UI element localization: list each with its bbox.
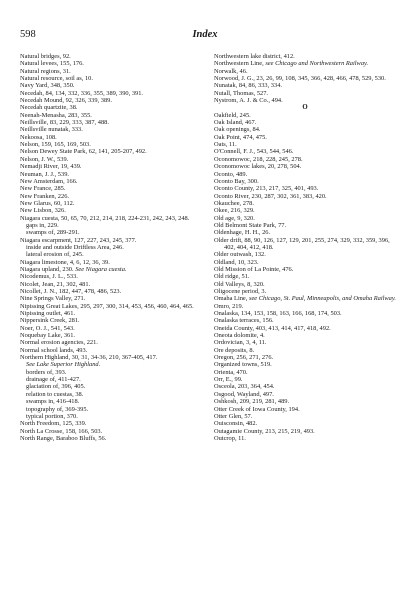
index-entry-text: Northern Highland, 30, 31, 34-36, 210, 367-405, 417. — [20, 354, 158, 362]
index-column-left — [20, 53, 200, 442]
index-entry-text: glaciation of, 396, 405. — [26, 383, 86, 391]
index-entry-text: drainage of, 411-427. — [26, 376, 81, 384]
index-subentry — [20, 383, 200, 390]
index-entry — [20, 354, 200, 361]
index-entry-text: Older drift, 88, 90, 126, 127, 129, 201, 255, 274, 329, 332, 359, 396, 402, 404, 412, 418. — [214, 236, 390, 251]
index-entry-text: Oligocene period, 3. — [214, 288, 267, 295]
index-entry — [214, 251, 396, 258]
index-entry-text: Otter Creek of Iowa County, 194. — [214, 405, 300, 413]
index-entry-text: Oconto County, 213, 217, 325, 401, 493. — [214, 185, 319, 193]
index-entry-text: Outcrop, 11. — [214, 434, 246, 442]
index-entry-text: Oakfield, 245. — [214, 111, 251, 119]
index-entry — [214, 317, 396, 324]
index-entry-text: Oconomowoc lakes, 20, 278, 504. — [214, 163, 302, 171]
index-entry-text: Nicollet, J. N., 182, 447, 478, 486, 523. — [20, 288, 122, 295]
index-entry — [214, 126, 396, 133]
index-entry-text: Nelson Dewey State Park, 62, 141, 205-207, 492. — [20, 148, 147, 156]
index-entry — [20, 156, 200, 163]
index-entry-text: New France, 285. — [20, 185, 66, 193]
index-entry-text: Necedah, 84, 134, 332, 336, 355, 389, 390, 391. — [20, 89, 144, 97]
index-entry-text: Orienta, 470. — [214, 368, 248, 376]
index-entry-text: North Freedom, 125, 339. — [20, 420, 87, 428]
index-entry-text: Natural bridges, 92. — [20, 53, 71, 60]
index-entry-text: swamps in, 416-418. — [26, 398, 80, 406]
index-entry — [214, 237, 396, 252]
index-entry-text: Oak openings, 84. — [214, 126, 261, 134]
index-subentry — [20, 369, 200, 376]
index-entry — [214, 119, 396, 126]
index-entry — [214, 295, 396, 302]
index-entry-text: Old Valleys, 8, 320. — [214, 280, 265, 288]
index-entry — [20, 193, 200, 200]
index-entry-text: Ore deposits, 8. — [214, 346, 255, 354]
index-entry — [20, 134, 200, 141]
index-entry-text: Oats, 11. — [214, 141, 237, 149]
index-entry — [214, 310, 396, 317]
index-entry — [214, 435, 396, 442]
index-entry — [20, 339, 200, 346]
index-entry-text: Necedah quartzite, 38. — [20, 104, 78, 112]
index-entry-text: Oldland, 10, 323. — [214, 258, 259, 266]
index-entry-text: relation to cuestas, 38. — [26, 390, 84, 398]
page-number: 598 — [20, 29, 36, 40]
index-entry — [20, 126, 200, 133]
index-entry — [214, 229, 396, 236]
index-subentry — [20, 398, 200, 405]
cross-reference: see Chicago and Northwestern Railway. — [265, 60, 369, 68]
index-entry — [20, 207, 200, 214]
index-entry-text: Oshkosh, 209, 219, 281, 489. — [214, 398, 290, 406]
index-entry — [214, 288, 396, 295]
index-entry — [214, 428, 396, 435]
index-entry — [20, 200, 200, 207]
index-entry — [214, 259, 396, 266]
index-entry — [214, 354, 396, 361]
index-entry — [214, 207, 396, 214]
index-entry-text: Oregon, 256, 271, 276. — [214, 354, 274, 362]
index-entry — [214, 171, 396, 178]
index-entry-text: Ouisconsin, 482. — [214, 420, 258, 428]
index-entry-text: lateral erosion of, 245. — [26, 251, 84, 259]
index-entry — [20, 75, 200, 82]
index-entry — [214, 82, 396, 89]
index-entry — [214, 361, 396, 368]
index-entry — [20, 303, 200, 310]
index-entry-text: Orr, E., 99. — [214, 376, 243, 384]
index-entry — [214, 222, 396, 229]
index-entry-text: Navy Yard, 348, 350. — [20, 82, 75, 90]
index-entry-text: Older outwash, 132. — [214, 251, 266, 259]
index-entry — [20, 215, 200, 222]
index-entry — [20, 82, 200, 89]
index-entry — [20, 273, 200, 280]
index-entry — [20, 332, 200, 339]
index-entry — [214, 148, 396, 155]
index-entry — [214, 391, 396, 398]
index-entry — [214, 90, 396, 97]
index-entry-text: gaps in, 229. — [26, 221, 59, 229]
index-entry-text: Oneida County, 403, 413, 414, 417, 418, 492. — [214, 324, 331, 332]
index-entry-text: Natural resource, soil as, 10. — [20, 75, 93, 83]
index-entry — [20, 435, 200, 442]
index-entry-text: Oldenhage, H. H., 26. — [214, 229, 271, 237]
index-entry — [214, 398, 396, 405]
index-entry-text: Noer, O. J., 541, 543. — [20, 324, 75, 332]
index-letter-heading: O — [302, 104, 308, 112]
index-entry-text: Oconto, 489. — [214, 170, 248, 178]
index-entry-text: Old Belmont State Park, 77. — [214, 221, 287, 229]
index-entry — [214, 339, 396, 346]
index-entry — [214, 200, 396, 207]
index-entry-text: typical portion, 370. — [26, 412, 78, 420]
index-entry-text: Niagara limestone, 4, 6, 12, 36, 39. — [20, 258, 110, 266]
index-entry-text: Nine Springs Valley, 271. — [20, 295, 86, 303]
index-entry-text: North Range, Baraboo Bluffs, 56. — [20, 434, 107, 442]
index-entry-text: Okee, 216, 329. — [214, 207, 255, 215]
index-entry-text: Old Mission of La Pointe, 476. — [214, 265, 294, 273]
index-entry — [214, 266, 396, 273]
index-entry — [214, 332, 396, 339]
index-entry-text: Nelson, J. W., 539. — [20, 155, 69, 163]
index-entry-text: Onalaska, 134, 153, 158, 163, 166, 168, 174, 503. — [214, 310, 342, 318]
index-entry-text: O'Connell, F. J., 543, 544, 546. — [214, 148, 294, 156]
index-entry — [214, 215, 396, 222]
index-entry-text: Neillsville, 83, 229, 333, 387, 488. — [20, 119, 109, 127]
index-subentry — [20, 413, 200, 420]
index-entry — [20, 295, 200, 302]
index-entry — [20, 60, 200, 67]
index-entry — [20, 178, 200, 185]
index-entry — [20, 90, 200, 97]
index-subentry — [20, 406, 200, 413]
index-entry-text: Niagara escarpment, 127, 227, 243, 245, 377. — [20, 236, 137, 244]
index-subentry — [20, 251, 200, 258]
index-entry — [20, 68, 200, 75]
index-entry — [20, 163, 200, 170]
index-entry — [20, 317, 200, 324]
index-entry — [214, 112, 396, 119]
index-entry-text: New Glarus, 60, 112. — [20, 199, 75, 207]
index-entry-text: Old age, 9, 320. — [214, 214, 255, 222]
index-entry — [214, 325, 396, 332]
index-entry-text: Oconto Bay, 300. — [214, 177, 259, 185]
index-entry — [214, 376, 396, 383]
index-entry-text: Organized towns, 519. — [214, 361, 272, 369]
index-entry-text: Ordovician, 3, 4, 11. — [214, 339, 267, 347]
index-entry-text: Nunatak, 84, 86, 333, 334. — [214, 82, 282, 90]
index-entry-text: Omaha Line, — [214, 295, 248, 303]
index-entry-text: Natural levees, 155, 176. — [20, 60, 84, 68]
index-entry — [20, 281, 200, 288]
index-entry-text: Nekoosa, 108. — [20, 133, 57, 141]
cross-reference: See Lake Superior Highland. — [26, 361, 101, 369]
index-entry-text: Neuman, J. J., 539. — [20, 170, 69, 178]
index-entry-text: Necedah Mound, 92, 326, 339, 389. — [20, 97, 112, 105]
index-entry — [20, 112, 200, 119]
index-entry-text: Oak Point, 474, 475. — [214, 133, 267, 141]
index-entry-text: Okauchee, 278. — [214, 199, 254, 207]
index-entry — [20, 266, 200, 273]
index-entry — [214, 178, 396, 185]
index-entry-text: Norwalk, 46. — [214, 67, 248, 75]
index-entry-text: Old ridge, 51. — [214, 273, 250, 281]
index-entry — [214, 141, 396, 148]
index-entry — [20, 171, 200, 178]
index-entry-text: Norwood, J. G., 23, 26, 99, 108, 345, 366, 428, 466, 478, 529, 530. — [214, 75, 386, 83]
index-entry-text: Nipissing Great Lakes, 295, 297, 300, 314, 453, 456, 460, 464, 465. — [20, 302, 194, 310]
index-entry-text: Oak Island, 467. — [214, 119, 257, 127]
index-entry-text: Nemadji River, 19, 439. — [20, 163, 82, 171]
index-subentry — [20, 391, 200, 398]
index-entry — [214, 406, 396, 413]
index-entry-text: New Franken, 226. — [20, 192, 69, 200]
index-entry — [20, 310, 200, 317]
cross-reference: see Chicago, St. Paul, Minneapolis, and Omaha Railway. — [248, 295, 396, 303]
index-entry-text: Oconomowoc, 218, 228, 245, 278. — [214, 155, 303, 163]
index-entry-text: inside and outside Driftless Area, 246. — [26, 243, 124, 251]
index-entry-text: Neillsville nunatak, 333. — [20, 126, 83, 134]
index-subentry — [20, 376, 200, 383]
index-entry — [20, 288, 200, 295]
index-entry-text: Nicolet, Jean, 21, 302, 481. — [20, 280, 91, 288]
index-entry-text: Oneota dolomite, 4. — [214, 332, 265, 340]
index-entry-text: topography of, 369-395. — [26, 405, 89, 413]
index-entry-text: Outagamie County, 213, 215, 219, 493. — [214, 427, 315, 435]
index-entry — [214, 273, 396, 280]
index-entry-text: Normal erosion agencies, 221. — [20, 339, 98, 347]
index-entry — [20, 237, 200, 244]
index-entry — [214, 60, 396, 67]
index-entry-text: Osgood, Wayland, 497. — [214, 390, 274, 398]
index-subentry — [20, 222, 200, 229]
index-entry — [214, 134, 396, 141]
index-entry-text: Niagara cuesta, 50, 65, 70, 212, 214, 218, 224-231, 242, 243, 248. — [20, 214, 190, 222]
index-entry — [214, 156, 396, 163]
index-entry-text: Natural regions, 31. — [20, 67, 71, 75]
index-entry — [20, 119, 200, 126]
index-entry-text: Northwestern lake district, 412. — [214, 53, 295, 60]
index-entry-text: Normal school lands, 493. — [20, 346, 88, 354]
index-entry — [20, 104, 200, 111]
index-entry-text: Otter Glen, 57. — [214, 412, 253, 420]
index-entry-text: swamps of, 289-291. — [26, 229, 80, 237]
index-entry — [20, 97, 200, 104]
index-entry — [214, 185, 396, 192]
index-entry-text: Northwestern Line, — [214, 60, 264, 68]
index-entry — [214, 97, 396, 104]
running-title: Index — [192, 29, 218, 40]
index-entry-text: New Amsterdam, 166. — [20, 177, 78, 185]
index-entry-text: Onalaska terraces, 156. — [214, 317, 274, 325]
index-entry-text: Oconto River, 230, 287, 302, 361, 383, 420. — [214, 192, 327, 200]
index-entry — [214, 303, 396, 310]
index-entry — [20, 347, 200, 354]
index-entry-text: Nutall, Thomas, 527. — [214, 89, 269, 97]
index-entry — [20, 185, 200, 192]
index-entry — [20, 259, 200, 266]
index-entry — [214, 53, 396, 60]
index-entry — [214, 68, 396, 75]
index-entry-text: Nicodemus, J. L., 533. — [20, 273, 78, 281]
index-entry-text: borders of, 393. — [26, 368, 67, 376]
index-entry — [214, 75, 396, 82]
index-entry-text: Nelson, 159, 165, 169, 503. — [20, 141, 91, 149]
index-entry-text: Nystrom, A. J. & Co., 494. — [214, 97, 283, 105]
index-entry — [20, 428, 200, 435]
index-subentry — [20, 244, 200, 251]
index-entry — [214, 347, 396, 354]
index-entry-text: Noquebay Lake, 361. — [20, 332, 76, 340]
index-entry-text: North La Crosse, 158, 166, 503. — [20, 427, 103, 435]
index-entry — [20, 325, 200, 332]
index-entry — [214, 281, 396, 288]
index-entry — [214, 193, 396, 200]
index-entry — [214, 163, 396, 170]
index-subentry — [20, 361, 200, 368]
index-subentry — [20, 229, 200, 236]
index-entry-text: Neenah-Menasha, 283, 355. — [20, 111, 92, 119]
index-entry — [214, 369, 396, 376]
index-entry — [214, 383, 396, 390]
index-entry-text: Omro, 219. — [214, 302, 244, 310]
index-entry-text: Nippersink Creek, 281. — [20, 317, 80, 325]
index-entry — [20, 148, 200, 155]
index-entry — [214, 413, 396, 420]
index-entry-text: Niagara upland, 230. — [20, 265, 74, 273]
index-entry-text: New Lisbon, 326. — [20, 207, 66, 215]
cross-reference: See Niagara cuesta. — [75, 265, 127, 273]
index-entry — [214, 420, 396, 427]
index-entry-text: Nipissing outlet, 461. — [20, 310, 76, 318]
index-entry — [20, 420, 200, 427]
index-entry — [20, 141, 200, 148]
index-entry — [20, 53, 200, 60]
index-entry-text: Osceola, 203, 364, 454. — [214, 383, 275, 391]
index-column-right — [214, 53, 396, 442]
